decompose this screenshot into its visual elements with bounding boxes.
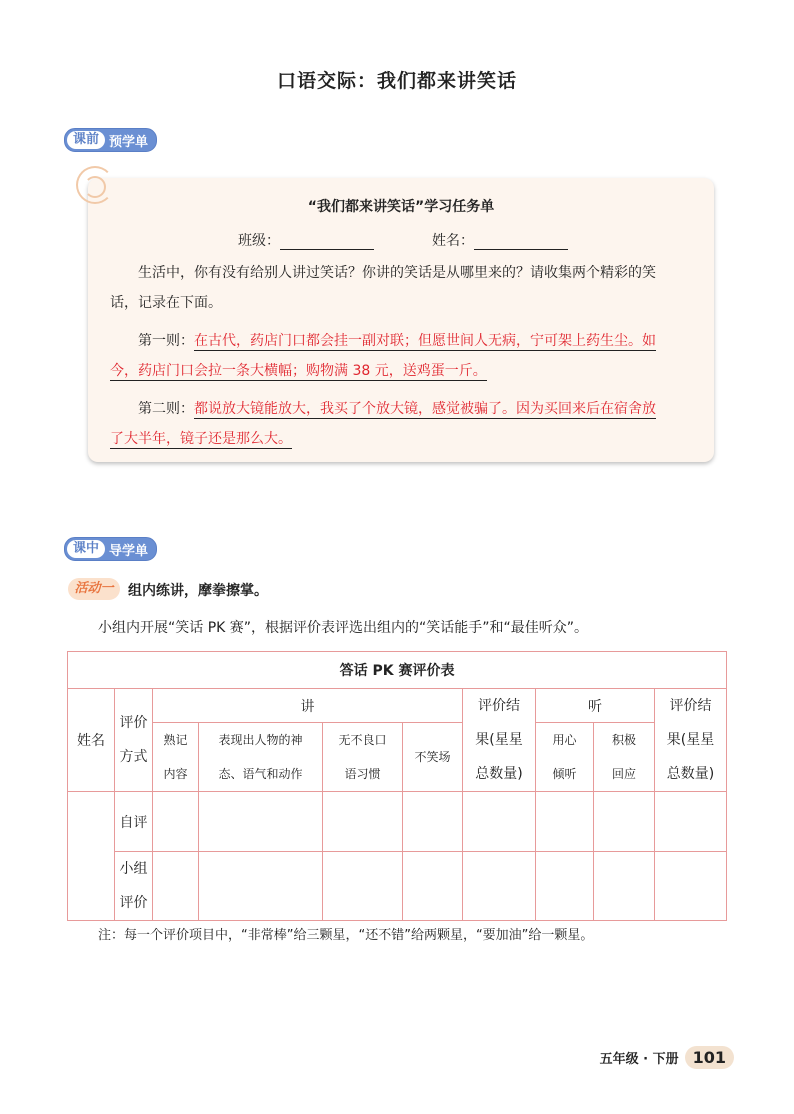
table-cell[interactable] — [594, 792, 655, 852]
joke-1 — [110, 326, 702, 386]
name-cell[interactable] — [68, 792, 115, 921]
joke-2-label: 第二则： — [138, 401, 194, 417]
name-label: 姓名： — [432, 233, 474, 249]
table-cell[interactable] — [655, 792, 727, 852]
table-cell[interactable] — [536, 852, 594, 921]
joke-2-text-2: 了大半年，镜子还是那么大。 — [110, 431, 292, 447]
table-cell[interactable] — [153, 852, 199, 921]
joke-1-text-2: 今，药店门口会拉一条大横幅；购物满 38 元，送鸡蛋一斤。 — [110, 363, 487, 379]
speak-item-expression: 表现出人物的神 态、语气和动作 — [199, 723, 323, 792]
group-eval-label: 小组 评价 — [115, 852, 153, 921]
prompt-line-2: 话，记录在下面。 — [110, 295, 222, 311]
page-number: 101 — [685, 1046, 734, 1069]
task-card — [88, 178, 714, 462]
result-header-1: 评价结 果(星星 总数量) — [463, 689, 536, 792]
listen-header: 听 — [536, 689, 655, 723]
evaluation-table — [67, 651, 727, 921]
table-cell[interactable] — [153, 792, 199, 852]
in-class-tag-a: 课中 — [67, 540, 105, 558]
result-header-2: 评价结 果(星星 总数量) — [655, 689, 727, 792]
table-cell[interactable] — [655, 852, 727, 921]
table-cell[interactable] — [536, 792, 594, 852]
class-field — [238, 230, 374, 250]
table-cell[interactable] — [323, 792, 403, 852]
table-cell[interactable] — [323, 852, 403, 921]
in-class-tag-b: 导学单 — [109, 543, 149, 559]
speak-item-no-bad-habits: 无不良口 语习惯 — [323, 723, 403, 792]
card-title: “我们都来讲笑话”学习任务单 — [307, 199, 495, 215]
grade-label: 五年级 · 下册 — [599, 1052, 679, 1067]
joke-2 — [110, 394, 702, 454]
prompt-line-1: 生活中，你有没有给别人讲过笑话？你讲的笑话是从哪里来的？请收集两个精彩的笑 — [138, 265, 656, 281]
table-row — [68, 792, 727, 852]
listen-item-attentive: 用心 倾听 — [536, 723, 594, 792]
activity-text: 组内练讲，摩拳擦掌。 — [128, 583, 268, 599]
pre-class-tag-a: 课前 — [67, 131, 105, 149]
table-cell[interactable] — [594, 852, 655, 921]
table-note: 注：每一个评价项目中，“非常棒”给三颗星，“还不错”给两颗星，“要加油”给一颗星。 — [98, 928, 594, 943]
class-label: 班级： — [238, 233, 280, 249]
name-field — [432, 230, 568, 250]
table-cell[interactable] — [199, 792, 323, 852]
joke-2-line-1 — [110, 394, 702, 424]
table-cell[interactable] — [463, 792, 536, 852]
table-cell[interactable] — [403, 852, 463, 921]
joke-2-text-1: 都说放大镜能放大，我买了个放大镜，感觉被骗了。因为买回来后在宿舍放 — [194, 401, 656, 417]
speak-item-memorize: 熟记 内容 — [153, 723, 199, 792]
page-title: 口语交际：我们都来讲笑话 — [276, 70, 517, 92]
class-blank — [280, 235, 374, 250]
method-header: 评价 方式 — [115, 689, 153, 792]
page-footer — [600, 1046, 734, 1069]
joke-1-text-1: 在古代，药店门口都会挂一副对联；但愿世间人无病，宁可架上药生尘。如 — [194, 333, 656, 349]
table-row — [68, 852, 727, 921]
table-cell[interactable] — [199, 852, 323, 921]
pre-class-tag — [64, 128, 157, 152]
speak-header: 讲 — [153, 689, 463, 723]
speak-item-no-laughing: 不笑场 — [403, 723, 463, 792]
swirl-inner-decoration-icon — [84, 176, 106, 198]
table-cell[interactable] — [403, 792, 463, 852]
name-blank — [474, 235, 568, 250]
in-class-tag — [64, 537, 157, 561]
self-eval-label: 自评 — [115, 792, 153, 852]
table-cell[interactable] — [463, 852, 536, 921]
joke-1-line-1 — [110, 326, 702, 356]
pre-class-tag-b: 预学单 — [109, 134, 149, 150]
listen-item-respond: 积极 回应 — [594, 723, 655, 792]
intro-text: 小组内开展“笑话 PK 赛”，根据评价表评选出组内的“笑话能手”和“最佳听众”。 — [98, 620, 589, 636]
table-caption: 答话 PK 赛评价表 — [68, 652, 727, 689]
name-header: 姓名 — [68, 689, 115, 792]
activity-tag: 活动一 — [68, 578, 120, 600]
joke-1-label: 第一则： — [138, 333, 194, 349]
prompt — [110, 258, 702, 318]
